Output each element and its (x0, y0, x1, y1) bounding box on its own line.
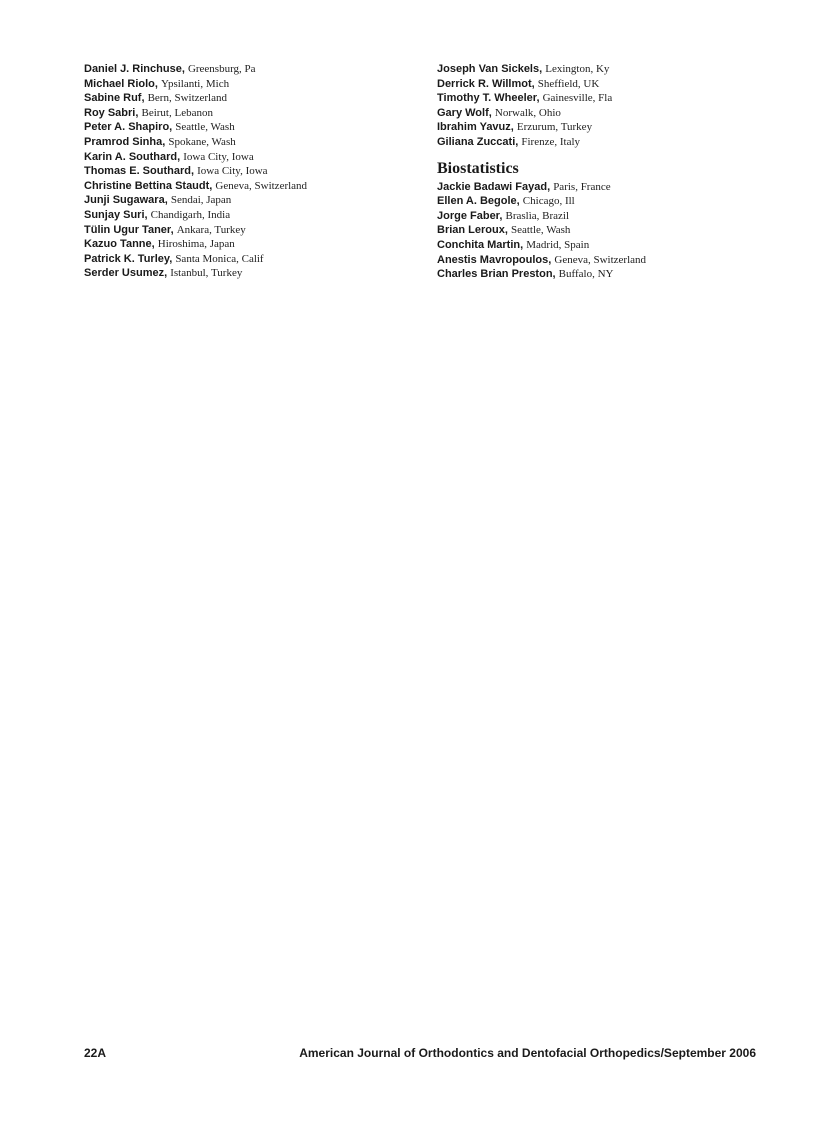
reviewer-entry (84, 252, 414, 267)
separator: , (169, 121, 176, 134)
reviewer-entry (84, 164, 414, 179)
reviewer-name: Christine Bettina Staudt (84, 179, 210, 192)
separator: , (170, 223, 177, 236)
separator: , (177, 150, 184, 163)
reviewer-name: Serder Usumez (84, 267, 165, 280)
separator: , (141, 92, 148, 105)
reviewer-name: Giliana Zuccati (437, 135, 516, 148)
reviewer-entry (84, 91, 414, 106)
reviewer-location: Iowa City, Iowa (183, 150, 254, 163)
reviewer-location: Erzurum, Turkey (516, 121, 593, 134)
separator: , (520, 238, 527, 251)
reviewer-name: Daniel J. Rinchuse (84, 63, 182, 75)
reviewer-location: Norwalk, Ohio (494, 106, 561, 119)
reviewer-entry (437, 253, 797, 268)
separator: , (548, 253, 555, 266)
reviewer-location: Firenze, Italy (521, 135, 581, 148)
separator: , (536, 92, 543, 105)
separator: , (151, 238, 158, 251)
separator: , (164, 194, 171, 207)
reviewer-location: Spokane, Wash (168, 135, 236, 148)
reviewer-entry (84, 150, 414, 165)
page-footer (84, 1046, 756, 1062)
reviewer-location: Ankara, Turkey (176, 223, 246, 236)
separator: , (510, 121, 517, 134)
reviewer-entry (84, 106, 414, 121)
reviewer-name: Patrick K. Turley (84, 252, 170, 265)
reviewer-name: Roy Sabri (84, 106, 136, 119)
reviewer-location: Madrid, Spain (526, 238, 590, 251)
reviewer-name: Tülin Ugur Taner (84, 223, 171, 236)
reviewer-entry (437, 106, 797, 121)
reviewer-name: Thomas E. Southard (84, 165, 191, 178)
biostatistics-list (437, 180, 797, 282)
separator: , (164, 267, 171, 280)
separator: , (499, 209, 506, 222)
reviewer-name: Peter A. Shapiro (84, 121, 170, 134)
reviewer-entry (84, 179, 414, 194)
reviewer-name: Jorge Faber (437, 209, 500, 222)
reviewer-name: Sabine Ruf (84, 92, 142, 105)
separator: , (552, 268, 559, 281)
separator: , (516, 195, 523, 208)
reviewer-entry (437, 238, 797, 253)
reviewer-name: Karin A. Southard (84, 150, 178, 163)
reviewer-location: Geneva, Switzerland (554, 253, 647, 266)
reviewer-location: Gainesville, Fla (542, 92, 613, 105)
page-number: 22A (84, 1046, 107, 1060)
reviewer-name: Kazuo Tanne (84, 238, 152, 251)
separator: , (190, 165, 198, 178)
reviewer-entry (437, 91, 797, 106)
reviewer-name: Charles Brian Preston (437, 268, 553, 281)
reviewer-location: Ypsilanti, Mich (161, 77, 230, 90)
reviewer-location: Sheffield, UK (537, 77, 600, 90)
reviewer-location: Sendai, Japan (170, 194, 232, 207)
reviewer-entry (437, 267, 797, 282)
reviewer-entry (437, 180, 797, 195)
reviewer-location: Lexington, Ky (545, 63, 610, 75)
reviewer-name: Ellen A. Begole (437, 195, 517, 208)
reviewer-location: Greensburg, Pa (187, 63, 256, 75)
reviewer-entry (437, 209, 797, 224)
reviewer-location: Paris, France (553, 180, 611, 193)
reviewer-name: Anestis Mavropoulos (437, 253, 549, 266)
separator: , (504, 224, 511, 237)
separator: , (531, 77, 538, 90)
reviewer-name: Conchita Martin (437, 238, 521, 251)
separator: , (135, 106, 142, 119)
reviewer-entry (84, 266, 414, 281)
reviewer-location: Istanbul, Turkey (170, 267, 243, 280)
reviewer-location: Geneva, Switzerland (215, 179, 308, 192)
reviewer-entry (84, 135, 414, 150)
reviewer-location: Chandigarh, India (150, 208, 231, 221)
reviewer-entry (84, 193, 414, 208)
separator: , (169, 252, 176, 265)
reviewer-entry (437, 62, 797, 77)
reviewer-location: Bern, Switzerland (147, 92, 228, 105)
reviewer-name: Pramrod Sinha (84, 135, 163, 148)
reviewer-name: Sunjay Suri (84, 208, 145, 221)
reviewer-name: Jackie Badawi Fayad (437, 180, 548, 193)
reviewer-name: Junji Sugawara (84, 194, 165, 207)
reviewer-entry (437, 120, 797, 135)
reviewer-name: Joseph Van Sickels (437, 63, 540, 75)
reviewer-location: Seattle, Wash (175, 121, 235, 134)
reviewer-entry (84, 120, 414, 135)
journal-citation: American Journal of Orthodontics and Dentofacial Orthopedics/September 2006 (299, 1046, 756, 1060)
reviewer-location: Santa Monica, Calif (175, 252, 264, 265)
reviewer-location: Braslìa, Brazil (505, 209, 570, 222)
separator: , (154, 77, 162, 90)
separator: , (515, 135, 522, 148)
reviewer-entry (84, 223, 414, 238)
reviewer-location: Beirut, Lebanon (141, 106, 213, 119)
reviewer-entry (84, 237, 414, 252)
reviewer-location: Buffalo, NY (558, 268, 614, 281)
reviewer-entry (84, 208, 414, 223)
reviewer-name: Ibrahim Yavuz (437, 121, 511, 134)
reviewer-name: Timothy T. Wheeler (437, 92, 537, 105)
reviewer-name: Gary Wolf (437, 106, 489, 119)
reviewer-entry (84, 77, 414, 92)
reviewer-name: Michael Riolo (84, 77, 155, 90)
right-column (437, 62, 797, 282)
reviewer-list-top (437, 62, 797, 150)
reviewer-entry (437, 194, 797, 209)
reviewer-name: Derrick R. Willmot (437, 77, 532, 90)
reviewer-location: Iowa City, Iowa (197, 165, 268, 178)
reviewer-entry (437, 77, 797, 92)
reviewer-entry (437, 135, 797, 150)
left-column (84, 62, 414, 281)
reviewer-name: Brian Leroux (437, 224, 505, 237)
separator: , (162, 135, 169, 148)
section-heading-biostatistics: Biostatistics (437, 159, 519, 177)
reviewer-location: Chicago, Ill (522, 195, 575, 208)
reviewer-location: Seattle, Wash (510, 224, 571, 237)
reviewer-entry (437, 223, 797, 238)
reviewer-location: Hiroshima, Japan (157, 238, 235, 251)
reviewer-entry (84, 62, 414, 77)
separator: , (144, 208, 151, 221)
separator: , (539, 63, 546, 75)
separator: , (488, 106, 495, 119)
separator: , (209, 179, 216, 192)
separator: , (181, 63, 188, 75)
separator: , (547, 180, 554, 193)
